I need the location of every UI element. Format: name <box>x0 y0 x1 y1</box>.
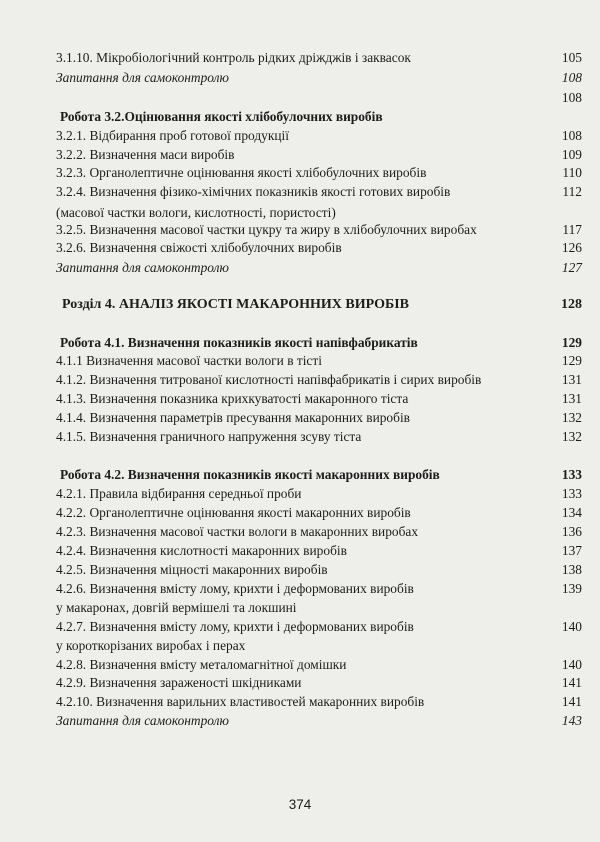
toc-entry-page: 112 <box>562 184 582 199</box>
toc-entry-title: Робота 4.2. Визначення показників якості макаронних виробів <box>60 467 440 482</box>
toc-entry-title: 4.2.4. Визначення кислотності макаронних виробів <box>56 543 347 558</box>
toc-entry-title: 3.2.6. Визначення свіжості хлібобулочних виробів <box>56 240 342 255</box>
toc-entry-title: (масової частки вологи, кислотності, пористості) <box>56 205 336 220</box>
toc-entry-title: 4.2.7. Визначення вмісту лому, крихти і деформованих виробів <box>56 619 414 634</box>
toc-entry <box>56 126 582 145</box>
toc-entry-page: 108 <box>561 128 582 143</box>
toc-entry-title: 3.2.4. Визначення фізико-хімічних показників якості готових виробів <box>56 184 451 199</box>
toc-entry <box>56 692 582 711</box>
toc-entry-title: 3.2.3. Органолептичне оцінювання якості хлібобулочних виробів <box>56 165 427 180</box>
toc-entry-page: 132 <box>561 410 582 425</box>
toc-entry-title: у макаронах, довгій вермішелі та локшині <box>56 600 297 615</box>
toc-entry <box>56 351 582 370</box>
toc-entry-page: 141 <box>561 694 582 709</box>
toc-entry-page: 128 <box>561 297 582 312</box>
toc-entry-page: 110 <box>562 165 582 180</box>
toc-entry-page: 131 <box>561 391 582 406</box>
toc-entry-page: 134 <box>561 505 582 520</box>
toc-entry-title: 4.2.5. Визначення міцності макаронних виробів <box>56 562 328 577</box>
toc-entry <box>56 238 582 257</box>
toc-entry-title: Запитання для самоконтролю <box>56 260 229 275</box>
toc-entry-page: 132 <box>561 429 582 444</box>
toc-entry-page: 140 <box>561 619 582 634</box>
toc-entry-page: 141 <box>561 675 582 690</box>
toc-entry <box>56 541 582 560</box>
toc-entry <box>56 389 582 408</box>
toc-entry-page: 140 <box>561 657 582 672</box>
toc-entry <box>56 503 582 522</box>
toc-entry <box>56 145 582 164</box>
toc-entry <box>56 655 582 674</box>
toc-entry <box>56 107 582 126</box>
toc-entry-page: 131 <box>561 372 582 387</box>
toc-entry <box>56 484 582 503</box>
toc-entry <box>56 163 582 182</box>
toc-entry <box>56 408 582 427</box>
toc-entry-title: 4.1.1 Визначення масової частки вологи в тісті <box>56 353 322 368</box>
toc-entry-page: 129 <box>561 335 582 350</box>
toc-entry-title: 3.2.2. Визначення маси виробів <box>56 147 235 162</box>
toc-entry-page: 136 <box>561 524 582 539</box>
toc-entry <box>56 333 582 352</box>
toc-entry <box>56 465 582 484</box>
toc-entry-page: 126 <box>561 240 582 255</box>
toc-entry-title: 4.1.4. Визначення параметрів пресування макаронних виробів <box>56 410 410 425</box>
toc-entry <box>56 427 582 446</box>
toc-entry-title: 3.2.5. Визначення масової частки цукру та жиру в хлібобулочних виробах <box>56 222 477 237</box>
toc-entry-title: 3.1.10. Мікробіологічний контроль рідких дріжджів і заквасок <box>56 50 411 65</box>
toc-entry-title: 4.1.2. Визначення титрованої кислотності напівфабрикатів і сирих виробів <box>56 372 482 387</box>
toc-entry <box>56 560 582 579</box>
page-number: 374 <box>288 797 312 812</box>
toc-entry <box>56 258 582 277</box>
toc-entry-title: Запитання для самоконтролю <box>56 70 229 85</box>
toc-entry-title: Запитання для самоконтролю <box>56 713 229 728</box>
toc-entry-title: 4.2.10. Визначення варильних властивостей макаронних виробів <box>56 694 425 709</box>
toc-entry <box>56 579 582 598</box>
toc-entry-page: 108 <box>561 90 582 105</box>
toc-entry-title: Розділ 4. АНАЛІЗ ЯКОСТІ МАКАРОННИХ ВИРОБІВ <box>62 297 410 312</box>
toc-entry <box>56 295 582 314</box>
toc-entry <box>56 220 582 239</box>
toc-entry <box>56 617 582 636</box>
toc-entry-page: 105 <box>561 50 582 65</box>
toc-entry-page: 137 <box>561 543 582 558</box>
toc-entry-page: 117 <box>562 222 582 237</box>
toc-entry-page: 143 <box>561 713 582 728</box>
toc-entry-page: 108 <box>561 70 582 85</box>
toc-entry-page: 138 <box>561 562 582 577</box>
toc-entry <box>56 711 582 730</box>
toc-entry-page: 139 <box>561 581 582 596</box>
toc-entry <box>56 598 582 617</box>
toc-entry <box>56 673 582 692</box>
toc-entry <box>56 48 582 67</box>
toc-entry <box>56 68 582 87</box>
toc-entry-title: 4.2.8. Визначення вмісту металомагнітної домішки <box>56 657 347 672</box>
toc-entry-title: Робота 3.2.Оцінювання якості хлібобулочних виробів <box>60 109 383 124</box>
toc-entry <box>56 636 582 655</box>
toc-entry-title: Робота 4.1. Визначення показників якості напівфабрикатів <box>60 335 418 350</box>
toc-entry-title: 4.2.1. Правила відбирання середньої проби <box>56 486 302 501</box>
toc-entry-title: 4.2.2. Органолептичне оцінювання якості макаронних виробів <box>56 505 411 520</box>
toc-entry-page: 109 <box>561 147 582 162</box>
toc-entry-title: у короткорізаних виробах і перах <box>56 638 246 653</box>
toc-entry-title: 3.2.1. Відбирання проб готової продукції <box>56 128 289 143</box>
toc-entry-title: 4.1.3. Визначення показника крихкуватості макаронного тіста <box>56 391 409 406</box>
toc-entry-title: 4.2.9. Визначення зараженості шкідниками <box>56 675 302 690</box>
toc-entry <box>56 522 582 541</box>
toc-entry-page: 127 <box>561 260 582 275</box>
toc-entry-title: 4.2.3. Визначення масової частки вологи в макаронних виробах <box>56 524 419 539</box>
toc-entry-page: 129 <box>561 353 582 368</box>
toc-entry-page: 133 <box>561 486 582 501</box>
toc-entry <box>56 88 582 107</box>
toc-entry <box>56 370 582 389</box>
toc-entry-page: 133 <box>561 467 582 482</box>
toc-entry-title: 4.1.5. Визначення граничного напруження зсуву тіста <box>56 429 362 444</box>
toc-entry <box>56 182 582 201</box>
toc-entry-title: 4.2.6. Визначення вмісту лому, крихти і деформованих виробів <box>56 581 414 596</box>
